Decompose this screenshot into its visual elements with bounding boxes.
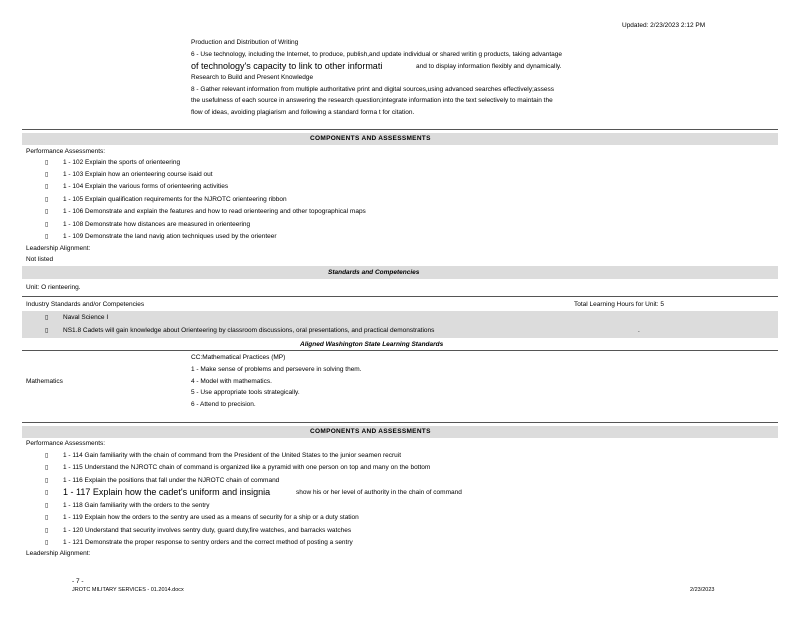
list-item: 1 - 121 Demonstrate the proper response to sentry orders and the correct method of posting a sentry <box>63 539 353 546</box>
components-band-title: COMPONENTS AND ASSESSMENTS <box>310 428 431 435</box>
standards-band-title: Standards and Competencies <box>328 269 420 276</box>
list-item: 1 - 109 Demonstrate the land navig ation techniques used by the orienteer <box>63 233 277 240</box>
list-item: 1 - 108 Demonstrate how distances are measured in orienteering <box>63 221 251 228</box>
writing-standard-6: 6 - Use technology, including the Internet, to produce, publish,and update individual or shared writin g products, taking advantage <box>191 51 562 58</box>
updated-timestamp: Updated: 2/23/2023 2:12 PM <box>622 22 706 29</box>
aligned-divider <box>22 350 778 351</box>
total-learning-hours: Total Learning Hours for Unit: 5 <box>574 301 664 308</box>
leadership-alignment-label: Leadership Alignment: <box>26 550 91 557</box>
writing-standard-6-continued: of technology's capacity to link to other informati <box>191 61 383 71</box>
not-listed-text: Not listed <box>26 256 54 263</box>
checkbox-bullet: ▯ <box>45 540 49 546</box>
list-item: 1 - 118 Gain familiarity with the orders to the sentry <box>63 502 210 509</box>
leadership-alignment-label: Leadership Alignment: <box>26 245 91 252</box>
checkbox-bullet: ▯ <box>45 184 49 190</box>
list-item: 1 - 115 Understand the NJROTC chain of command is organized like a pyramid with one person on top and many on the bottom <box>63 464 431 471</box>
writing-heading-production: Production and Distribution of Writing <box>191 39 299 46</box>
components-band <box>22 133 778 145</box>
math-practice-item: 5 - Use appropriate tools strategically. <box>191 389 300 396</box>
math-practice-item: 1 - Make sense of problems and persevere in solving them. <box>191 366 362 373</box>
checkbox-bullet: ▯ <box>45 478 49 484</box>
checkbox-bullet: ▯ <box>45 503 49 509</box>
ns18-item: NS1.8 Cadets will gain knowledge about Orienteering by classroom discussions, oral presentations, and practical demonstrations <box>63 327 435 334</box>
aligned-standards-title: Aligned Washington State Learning Standards <box>300 341 444 348</box>
writing-standard-8-line3: flow of ideas, avoiding plagiarism and following a standard forma t for citation. <box>191 109 415 116</box>
page-number: - 7 - <box>72 578 84 585</box>
checkbox-bullet: ▯ <box>45 328 49 334</box>
list-item-emphasis: 1 - 117 Explain how the cadet's uniform and insignia <box>63 487 271 497</box>
checkbox-bullet: ▯ <box>45 315 49 321</box>
unit-label: Unit: O rienteering. <box>26 284 81 291</box>
performance-assessments-label: Performance Assessments: <box>26 148 106 155</box>
checkbox-bullet: ▯ <box>45 528 49 534</box>
components-band-2 <box>22 426 778 438</box>
checkbox-bullet: ▯ <box>45 234 49 240</box>
checkbox-bullet: ▯ <box>45 490 49 496</box>
list-item-continued: show his or her level of authority in the chain of command <box>296 489 462 496</box>
naval-science-item: Naval Science I <box>63 314 109 321</box>
section-divider <box>22 422 778 423</box>
ns18-item-end: . <box>638 327 640 334</box>
components-band-title: COMPONENTS AND ASSESSMENTS <box>310 135 431 142</box>
writing-standard-8: 8 - Gather relevant information from multiple authoritative print and digital sources,using advanced searches effectively;assess <box>191 86 554 93</box>
list-item: 1 - 116 Explain the positions that fall under the NJROTC chain of command <box>63 477 280 484</box>
checkbox-bullet: ▯ <box>45 453 49 459</box>
list-item: 1 - 104 Explain the various forms of orienteering activities <box>63 183 229 190</box>
checkbox-bullet: ▯ <box>45 160 49 166</box>
standards-band <box>22 266 778 279</box>
unit-divider <box>22 296 778 297</box>
performance-assessments-label: Performance Assessments: <box>26 440 106 447</box>
list-item: 1 - 105 Explain qualification requirements for the NJROTC orienteering ribbon <box>63 196 287 203</box>
writing-standard-6-tail: and to display information flexibly and dynamically. <box>416 63 562 70</box>
checkbox-bullet: ▯ <box>45 515 49 521</box>
list-item: 1 - 106 Demonstrate and explain the features and how to read orienteering and other topographical maps <box>63 208 366 215</box>
footer-date: 2/23/2023 <box>690 587 715 593</box>
footer-document-name: JROTC MILITARY SERVICES - 01.2014.docx <box>72 587 184 593</box>
math-practice-item: 6 - Attend to precision. <box>191 401 256 408</box>
math-practice-item: 4 - Model with mathematics. <box>191 378 272 385</box>
list-item: 1 - 114 Gain familiarity with the chain of command from the President of the United States to the junior seamen recruit <box>63 452 402 459</box>
list-item: 1 - 102 Explain the sports of orienteering <box>63 159 181 166</box>
writing-standard-8-line2: the usefulness of each source in answering the research question;integrate information into the text selectively to maintain the <box>191 97 553 104</box>
checkbox-bullet: ▯ <box>45 172 49 178</box>
list-item: 1 - 119 Explain how the orders to the sentry are used as a means of security for a ship or a duty station <box>63 514 359 521</box>
checkbox-bullet: ▯ <box>45 197 49 203</box>
industry-standards-header: Industry Standards and/or Competencies <box>26 301 145 308</box>
section-divider <box>22 129 778 130</box>
writing-heading-research: Research to Build and Present Knowledge <box>191 74 314 81</box>
subject-mathematics: Mathematics <box>26 378 63 385</box>
math-practice-heading: CC:Mathematical Practices (MP) <box>191 354 286 361</box>
list-item: 1 - 103 Explain how an orienteering course isaid out <box>63 171 213 178</box>
list-item: 1 - 120 Understand that security involves sentry duty, guard duty,fire watches, and barracks watches <box>63 527 352 534</box>
checkbox-bullet: ▯ <box>45 465 49 471</box>
checkbox-bullet: ▯ <box>45 209 49 215</box>
checkbox-bullet: ▯ <box>45 222 49 228</box>
